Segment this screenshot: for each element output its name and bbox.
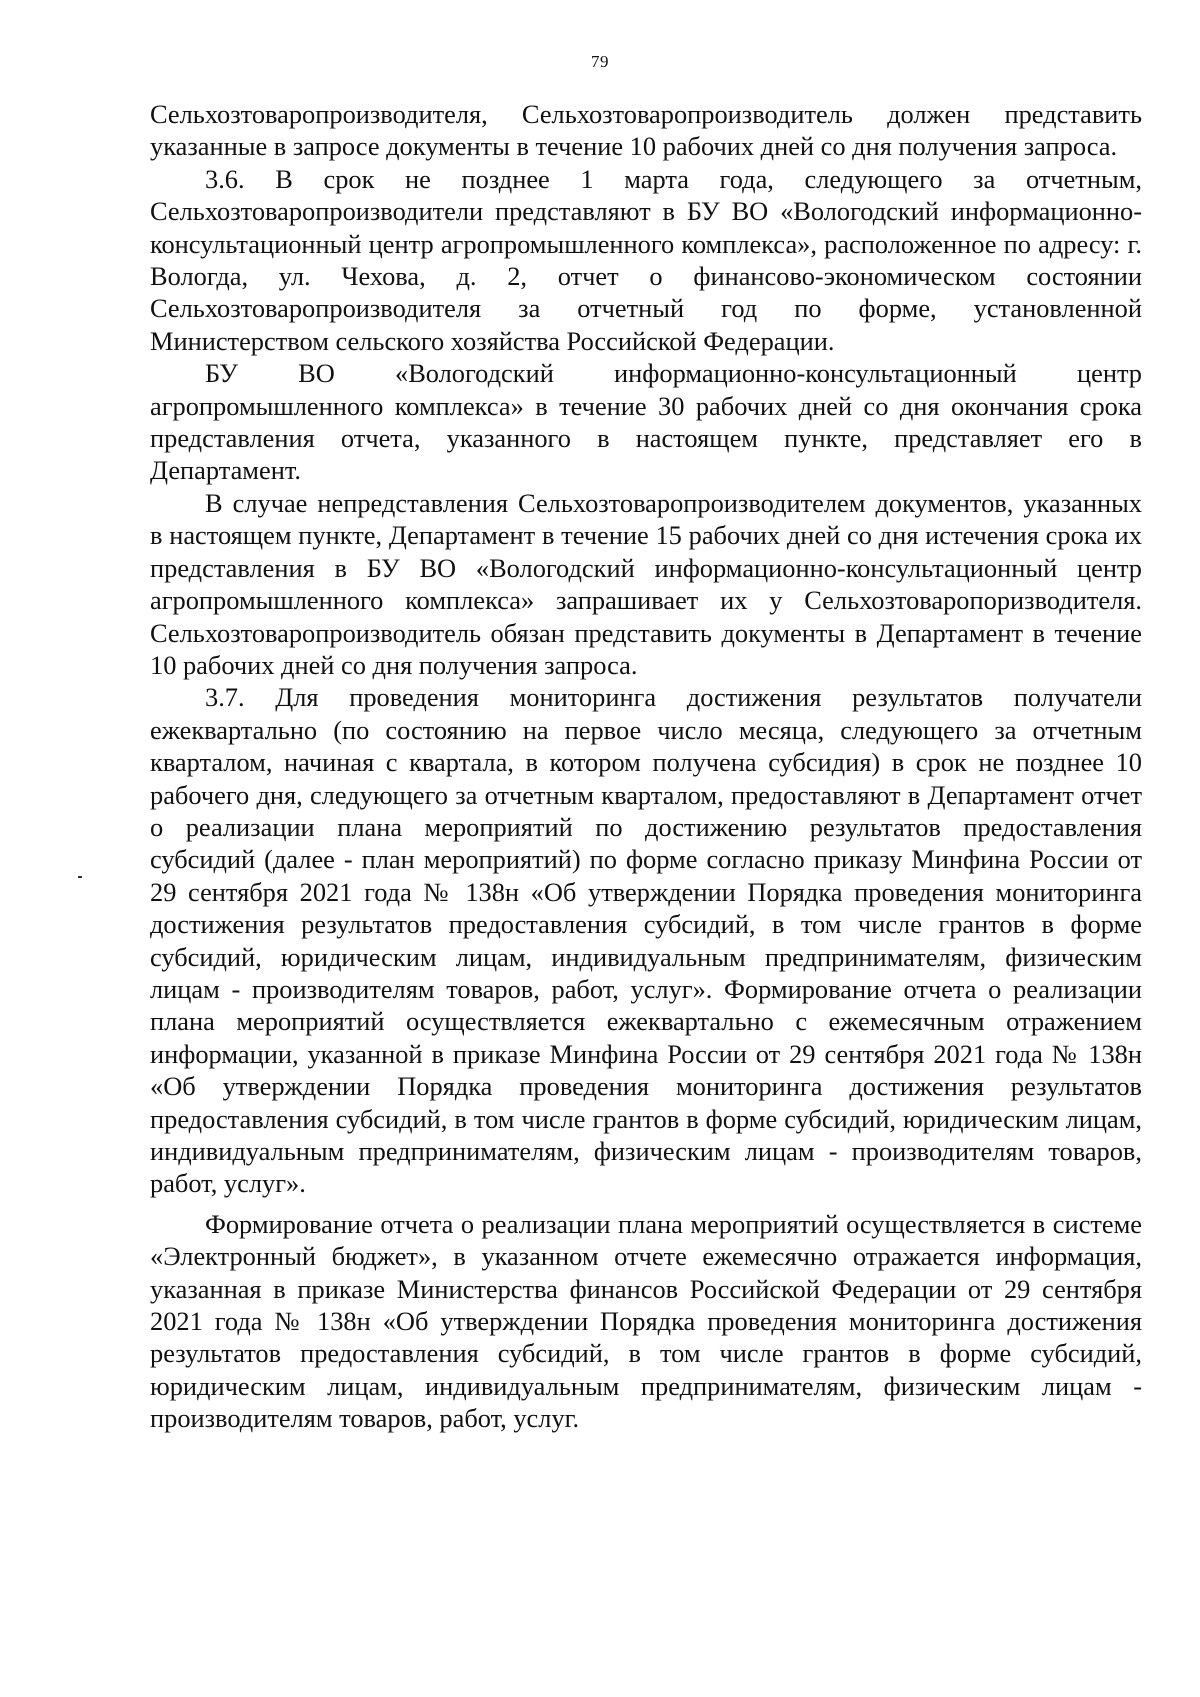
page-number: 79 (591, 52, 609, 71)
paragraph-3-6: 3.6. В срок не позднее 1 марта года, следующего за отчетным, Сельхозтоваропроизводители представляют в БУ ВО «Вологодский информационно-консультационный центр агропромышленного комплекса», расположенное по адресу: г. Вологда, ул. Чехова, д. 2, отчет о финансово-экономическом состоянии Сельхозтоваропроизводителя за отчетный год по форме, установленной Министерством сельского хозяйства Российской Федерации. (150, 163, 1142, 356)
paragraph-electronic-budget: Формирование отчета о реализации плана мероприятий осуществляется в системе «Электронный бюджет», в указанном отчете ежемесячно отражается информация, указанная в приказе Министерства финансов Российской Федерации от 29 сентября 2021 года № 138н «Об утверждении Порядка проведения мониторинга достижения результатов предоставления субсидий, в том числе грантов в форме субсидий, юридическим лицам, индивидуальным предпринимателям, физическим лицам - производителям товаров, работ, услуг. (150, 1208, 1142, 1434)
paragraph-non-submission: В случае непредставления Сельхозтоваропроизводителем документов, указанных в настоящем пункте, Департамент в течение 15 рабочих дней со дня истечения срока их представления в БУ ВО «Вологодский информационно-консультационный центр агропромышленного комплекса» запрашивает их у Сельхозтоваропоризводителя. Сельхозтоваропроизводитель обязан представить документы в Департамент в течение 10 рабочих дней со дня получения запроса. (150, 487, 1142, 680)
paragraph-continuation: Сельхозтоваропроизводителя, Сельхозтоваропроизводитель должен представить указанные в запросе документы в течение 10 рабочих дней со дня получения запроса. (150, 99, 1142, 162)
document-body (150, 98, 1142, 1435)
paragraph-3-7: 3.7. Для проведения мониторинга достижения результатов получатели ежеквартально (по состоянию на первое число месяца, следующего за отчетным кварталом, начиная с квартала, в котором получена субсидия) в срок не позднее 10 рабочего дня, следующего за отчетным кварталом, предоставляют в Департамент отчет о реализации плана мероприятий по достижению результатов предоставления субсидий (далее - план мероприятий) по форме согласно приказу Минфина России от 29 сентября 2021 года № 138н «Об утверждении Порядка проведения мониторинга достижения результатов предоставления субсидий, в том числе грантов в форме субсидий, юридическим лицам, индивидуальным предпринимателям, физическим лицам - производителям товаров, работ, услуг». Формирование отчета о реализации плана мероприятий осуществляется ежеквартально с ежемесячным отражением информации, указанной в приказе Минфина России от 29 сентября 2021 года № 138н «Об утверждении Порядка проведения мониторинга достижения результатов предоставления субсидий, в том числе грантов в форме субсидий, юридическим лицам, индивидуальным предпринимателям, физическим лицам - производителям товаров, работ, услуг». (150, 682, 1142, 1199)
paragraph-bu-vo-report: БУ ВО «Вологодский информационно-консультационный центр агропромышленного комплекса» в течение 30 рабочих дней со дня окончания срока представления отчета, указанного в настоящем пункте, представляет его в Департамент. (150, 358, 1142, 486)
scan-speck (78, 876, 82, 878)
